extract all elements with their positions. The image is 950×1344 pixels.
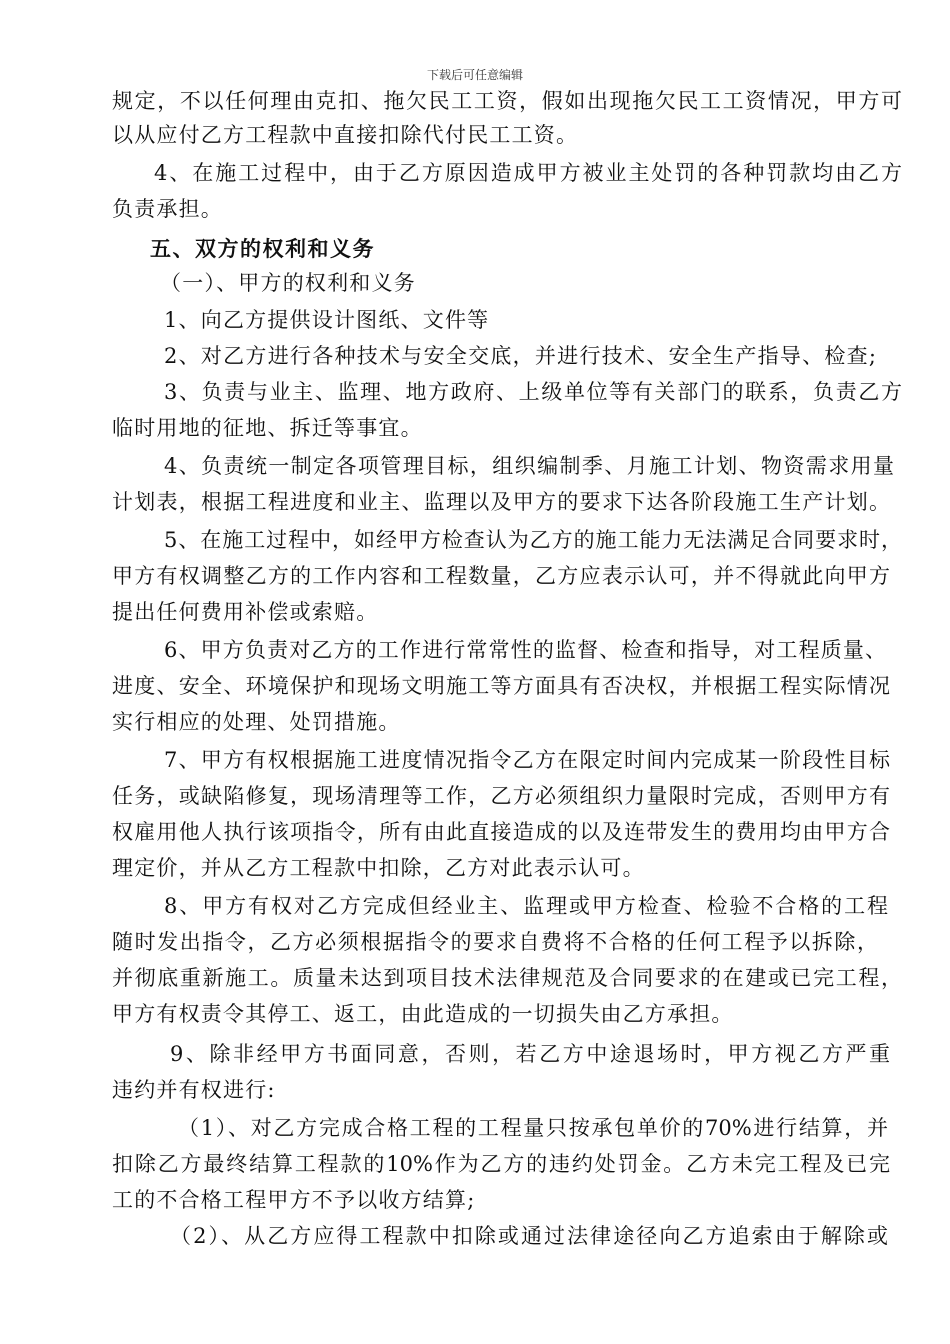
paragraph-line: 以从应付乙方工程款中直接扣除代付民工工资。 bbox=[112, 123, 579, 147]
paragraph-line: （2）、从乙方应得工程款中扣除或通过法律途径向乙方追索由于解除或 bbox=[170, 1224, 888, 1248]
paragraph-line: 4、负责统一制定各项管理目标，组织编制季、月施工计划、物资需求用量 bbox=[164, 454, 894, 478]
subsection-heading: （一）、甲方的权利和义务 bbox=[160, 271, 416, 295]
paragraph-line: 3、负责与业主、监理、地方政府、上级单位等有关部门的联系，负责乙方 bbox=[164, 380, 902, 404]
paragraph-line: 2、对乙方进行各种技术与安全交底，并进行技术、安全生产指导、检查; bbox=[164, 344, 876, 368]
paragraph-line: 7、甲方有权根据施工进度情况指令乙方在限定时间内完成某一阶段性目标 bbox=[164, 748, 890, 772]
paragraph-line: 进度、安全、环境保护和现场文明施工等方面具有否决权，并根据工程实际情况 bbox=[112, 674, 890, 698]
paragraph-line: 提出任何费用补偿或索赔。 bbox=[112, 600, 379, 624]
paragraph-line: 计划表，根据工程进度和业主、监理以及甲方的要求下达各阶段施工生产计划。 bbox=[112, 490, 890, 514]
paragraph-line: 1、向乙方提供设计图纸、文件等 bbox=[164, 308, 490, 332]
paragraph-line: 甲方有权责令其停工、返工，由此造成的一切损失由乙方承担。 bbox=[112, 1002, 734, 1026]
paragraph-line: 规定，不以任何理由克扣、拖欠民工工资，假如出现拖欠民工工资情况，甲方可 bbox=[112, 89, 902, 113]
paragraph-line: 8、甲方有权对乙方完成但经业主、监理或甲方检查、检验不合格的工程 bbox=[164, 894, 888, 918]
paragraph-line: 6、甲方负责对乙方的工作进行常常性的监督、检查和指导，对工程质量、 bbox=[164, 638, 886, 662]
paragraph-line: 权雇用他人执行该项指令，所有由此直接造成的以及连带发生的费用均由甲方合 bbox=[112, 820, 890, 844]
paragraph-line: 负责承担。 bbox=[112, 197, 223, 221]
paragraph-line: 理定价，并从乙方工程款中扣除，乙方对此表示认可。 bbox=[112, 856, 645, 880]
paragraph-line: 随时发出指令，乙方必须根据指令的要求自费将不合格的任何工程予以拆除， bbox=[112, 930, 878, 954]
paragraph-line: 扣除乙方最终结算工程款的10%作为乙方的违约处罚金。乙方未完工程及已完 bbox=[112, 1152, 890, 1176]
paragraph-line: 5、在施工过程中，如经甲方检查认为乙方的施工能力无法满足合同要求时， bbox=[164, 528, 902, 552]
paragraph-line: 并彻底重新施工。质量未达到项目技术法律规范及合同要求的在建或已完工程， bbox=[112, 966, 902, 990]
paragraph-line: （1）、对乙方完成合格工程的工程量只按承包单价的70%进行结算，并 bbox=[178, 1116, 888, 1140]
paragraph-line: 甲方有权调整乙方的工作内容和工程数量，乙方应表示认可，并不得就此向甲方 bbox=[112, 564, 890, 588]
paragraph-line: 违约并有权进行: bbox=[112, 1078, 276, 1102]
section-heading: 五、双方的权利和义务 bbox=[150, 237, 375, 261]
paragraph-line: 9、除非经甲方书面同意，否则，若乙方中途退场时，甲方视乙方严重 bbox=[170, 1042, 890, 1066]
paragraph-line: 实行相应的处理、处罚措施。 bbox=[112, 710, 401, 734]
paragraph-line: 临时用地的征地、拆迁等事宜。 bbox=[112, 416, 423, 440]
header-note: 下载后可任意编辑 bbox=[426, 68, 523, 82]
paragraph-line: 工的不合格工程甲方不予以收方结算; bbox=[112, 1188, 476, 1212]
paragraph-line: 任务，或缺陷修复，现场清理等工作，乙方必须组织力量限时完成，否则甲方有 bbox=[112, 784, 890, 808]
paragraph-line: 4、在施工过程中，由于乙方原因造成甲方被业主处罚的各种罚款均由乙方 bbox=[154, 161, 902, 185]
